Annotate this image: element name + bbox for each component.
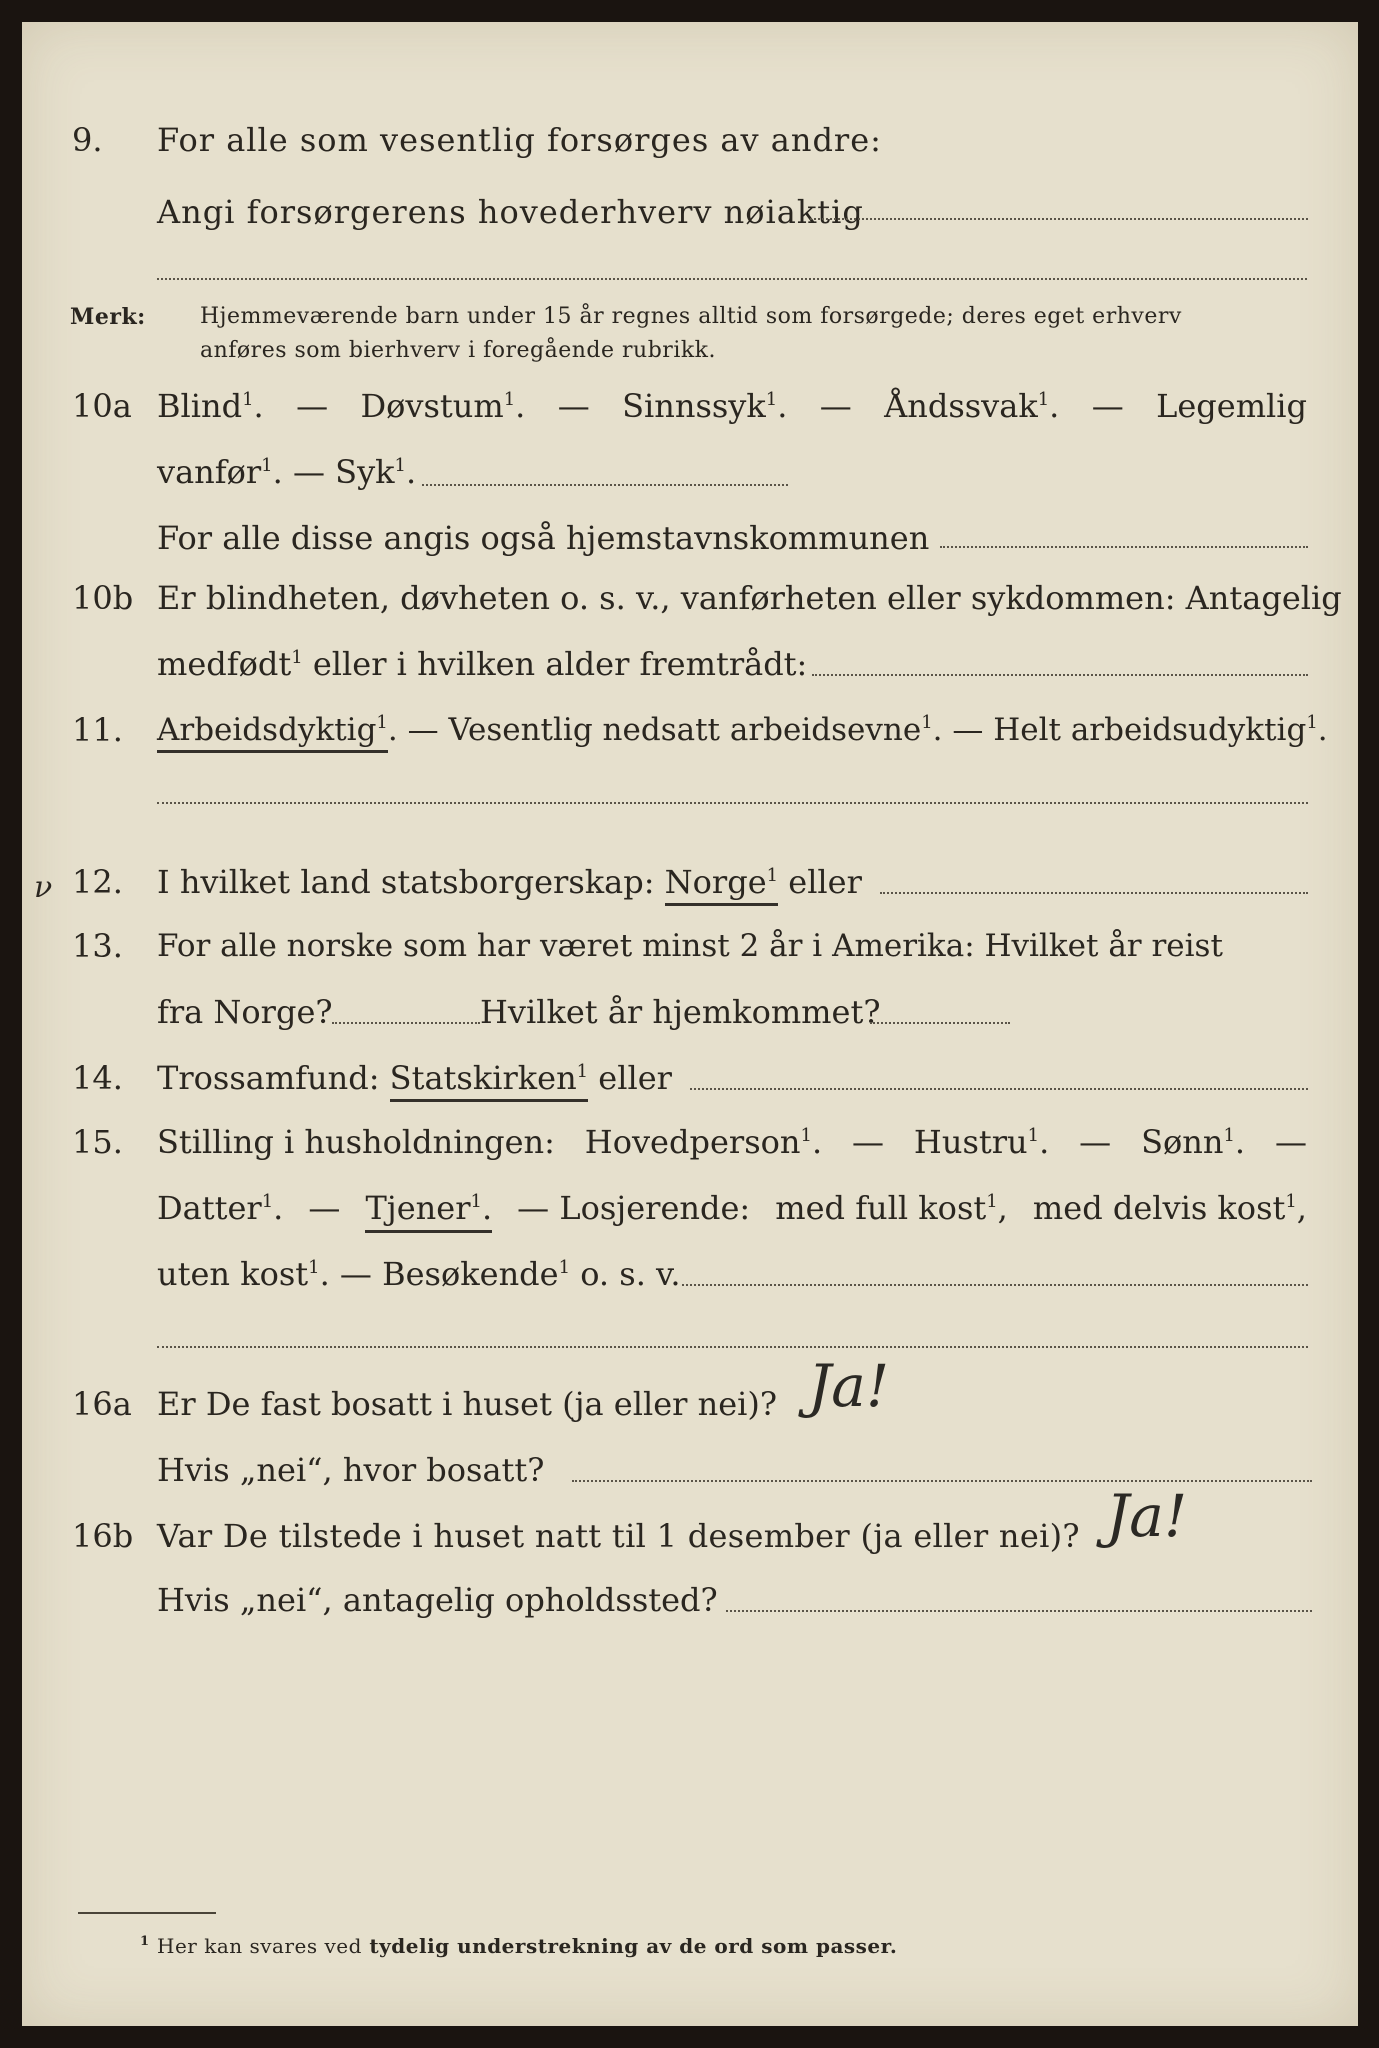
- option-norge[interactable]: [665, 863, 778, 906]
- q9-line1: For alle som vesentlig forsørges av andre:: [157, 121, 882, 159]
- q15-extra-line[interactable]: [157, 1346, 1308, 1348]
- footnote-mark: 1: [140, 1934, 150, 1949]
- option-vanfor[interactable]: vanfør$^1$.: [157, 453, 283, 491]
- option-arbeidsdyktig[interactable]: [157, 712, 388, 753]
- option-sinnssyk[interactable]: Sinnssyk$^1$.: [622, 387, 788, 425]
- q10b-number: 10b: [72, 579, 134, 617]
- footnote-mark: 1: [1285, 1191, 1297, 1212]
- option-helt-label: — Helt arbeidsudyktig: [952, 712, 1307, 748]
- q9-extra-line[interactable]: [157, 278, 1307, 280]
- dash: —: [557, 387, 590, 425]
- q16b-number: 16b: [72, 1517, 134, 1555]
- option-hovedperson-label: Hovedperson: [584, 1123, 801, 1161]
- q10a-hjemstavn-line[interactable]: [940, 546, 1308, 548]
- dash: —: [1091, 387, 1124, 425]
- footnote-text-b: tydelig understrekning av de ord som passer.: [369, 1934, 898, 1958]
- option-tjener-label: Tjener: [365, 1189, 471, 1227]
- option-hustru-label: Hustru: [913, 1123, 1028, 1161]
- option-uten[interactable]: uten kost$^1$.: [157, 1255, 330, 1293]
- footnote-mark: 1: [394, 455, 406, 476]
- footnote-mark: 1: [921, 712, 933, 733]
- q16a-handwritten-answer[interactable]: Ja!: [808, 1352, 890, 1420]
- option-vesentlig[interactable]: — Vesentlig nedsatt arbeidsevne$^1$.: [407, 712, 943, 748]
- q16a-number: 16a: [72, 1385, 132, 1423]
- option-meddelvis[interactable]: med delvis kost$^1$,: [1032, 1189, 1307, 1227]
- q15-text: Stilling i husholdningen:: [157, 1123, 555, 1161]
- option-syk-label: Syk: [335, 453, 395, 491]
- footnote-mark: 1: [558, 1257, 571, 1278]
- dash: —: [1275, 1123, 1307, 1161]
- q13-reist-line[interactable]: [332, 1022, 480, 1024]
- q14-line: [157, 1058, 672, 1098]
- option-statskirken-label: Statskirken: [389, 1059, 577, 1097]
- q11-line: Arbeidsdyktig$^1$. — Vesentlig nedsatt arbeidsevne$^1$. — Helt arbeidsudyktig$^1$.: [157, 710, 1328, 750]
- option-andssvak-label: Åndssvak: [884, 387, 1038, 425]
- option-meddelvis-label: med delvis kost: [1032, 1189, 1286, 1227]
- option-besokende[interactable]: [340, 1255, 570, 1293]
- q11-number: 11.: [72, 711, 123, 749]
- q10b-line2-text: eller i hvilken alder fremtrådt:: [312, 645, 808, 683]
- q13-fra: fra Norge?: [157, 993, 333, 1031]
- option-medfodt[interactable]: [157, 645, 303, 683]
- footnote-mark: 1: [261, 455, 273, 476]
- q12-eller: eller: [788, 863, 862, 901]
- option-blind[interactable]: Blind$^1$.: [157, 387, 264, 425]
- option-sinnssyk-label: Sinnssyk: [622, 387, 766, 425]
- q13-hjemkommet-line[interactable]: [870, 1022, 1010, 1024]
- q12-text: I hvilket land statsborgerskap:: [157, 863, 655, 901]
- option-datter[interactable]: Datter$^1$.: [157, 1189, 284, 1227]
- option-medfull[interactable]: med full kost$^1$,: [775, 1189, 1008, 1227]
- footnote-mark: 1: [1223, 1125, 1235, 1146]
- q16b-handwritten-answer[interactable]: Ja!: [1106, 1482, 1188, 1550]
- footnote-mark: 1: [470, 1191, 482, 1212]
- footnote-mark: 1: [291, 647, 303, 668]
- footnote-rule: [78, 1912, 216, 1914]
- tick-mark-icon: ν: [34, 870, 53, 905]
- q15-line2: [157, 1188, 1307, 1233]
- dash: —: [819, 387, 852, 425]
- q10a-line3: For alle disse angis også hjemstavnskommunen: [157, 519, 930, 557]
- footnote-mark: 1: [800, 1125, 812, 1146]
- q16b-answer-line[interactable]: [726, 1610, 1312, 1612]
- q10a-line1: [157, 386, 1307, 426]
- option-dovstum-label: Døvstum: [360, 387, 504, 425]
- q15-line1: [157, 1122, 1307, 1162]
- option-legemlig[interactable]: Legemlig: [1156, 387, 1307, 425]
- option-uten-label: uten kost: [157, 1255, 309, 1293]
- footnote-mark: 1: [376, 712, 388, 733]
- option-medfodt-label: medfødt: [157, 645, 292, 683]
- q12-answer-line[interactable]: [880, 892, 1308, 894]
- footnote-mark: 1: [261, 1191, 274, 1212]
- footnote-mark: 1: [576, 1061, 589, 1082]
- option-dovstum[interactable]: Døvstum$^1$.: [360, 387, 526, 425]
- q13-hjem: Hvilket år hjemkommet?: [480, 993, 881, 1031]
- q15-answer-line[interactable]: [682, 1284, 1308, 1286]
- option-besokende-label: — Besøkende: [339, 1255, 559, 1293]
- footnote-mark: 1: [765, 389, 778, 410]
- merk-label: Merk:: [70, 304, 146, 330]
- option-sonn-label: Sønn: [1141, 1123, 1224, 1161]
- option-statskirken[interactable]: [390, 1059, 588, 1102]
- option-hustru[interactable]: Hustru$^1$.: [913, 1123, 1050, 1161]
- option-norge-label: Norge: [664, 863, 767, 901]
- option-hovedperson[interactable]: Hovedperson$^1$.: [584, 1123, 823, 1161]
- q16b-line2: Hvis „nei“, antagelig opholdssted?: [157, 1581, 718, 1619]
- q15-line3: [157, 1254, 680, 1294]
- option-andssvak[interactable]: Åndssvak$^1$.: [884, 387, 1060, 425]
- merk-line2: anføres som bierhverv i foregående rubrikk.: [200, 338, 717, 363]
- q15-number: 15.: [72, 1123, 123, 1161]
- option-blind-label: Blind: [157, 387, 243, 425]
- q10a-answer-line[interactable]: [422, 484, 788, 486]
- q10a-line2: [157, 452, 416, 492]
- option-syk[interactable]: Syk$^1$.: [335, 453, 417, 491]
- q16a-line1: Er De fast bosatt i huset (ja eller nei)?: [157, 1385, 778, 1423]
- q11-answer-line[interactable]: [157, 802, 1308, 804]
- q14-answer-line[interactable]: [690, 1088, 1308, 1090]
- footnote-mark: 1: [766, 865, 779, 886]
- q13-number: 13.: [72, 927, 123, 965]
- q15-osv: o. s. v.: [580, 1255, 681, 1293]
- option-datter-label: Datter: [157, 1189, 262, 1227]
- option-vesentlig-label: — Vesentlig nedsatt arbeidsevne: [407, 712, 922, 748]
- footnote-text-a: Her kan svares ved: [157, 1934, 362, 1958]
- option-sonn[interactable]: Sønn$^1$.: [1141, 1123, 1246, 1161]
- option-vanfor-label: vanfør: [157, 453, 262, 491]
- footnote: [140, 1934, 897, 1958]
- dash: —: [1079, 1123, 1112, 1161]
- q10a-number: 10a: [72, 387, 132, 425]
- q14-text: Trossamfund:: [157, 1059, 380, 1097]
- option-helt[interactable]: — Helt arbeidsudyktig$^1$.: [952, 712, 1328, 748]
- q16b-line1: Var De tilstede i huset natt til 1 desember (ja eller nei)?: [157, 1517, 1080, 1555]
- q14-eller: eller: [598, 1059, 672, 1097]
- q9-answer-line[interactable]: [810, 218, 1308, 220]
- q12-number: 12.: [72, 863, 123, 901]
- q9-line2: Angi forsørgerens hovederhverv nøiaktig: [157, 193, 864, 231]
- census-form-page: [22, 22, 1358, 2026]
- footnote-mark: 1: [986, 1191, 998, 1212]
- footnote-mark: 1: [503, 389, 516, 410]
- q10b-line2: [157, 644, 807, 684]
- option-medfull-label: med full kost: [775, 1189, 987, 1227]
- q10b-line1: Er blindheten, døvheten o. s. v., vanførheten eller sykdommen: Antagelig: [157, 579, 1342, 617]
- footnote-mark: 1: [1037, 389, 1050, 410]
- q15-losjerende: — Losjerende:: [517, 1189, 751, 1227]
- option-arbeidsdyktig-label: Arbeidsdyktig: [157, 712, 377, 748]
- q9-number: 9.: [72, 121, 103, 159]
- footnote-mark: 1: [242, 389, 254, 410]
- q14-number: 14.: [72, 1059, 123, 1097]
- dash: —: [292, 453, 325, 491]
- q13-line1: For alle norske som har været minst 2 år i Amerika: Hvilket år reist: [157, 928, 1223, 964]
- q16a-line2: Hvis „nei“, hvor bosatt?: [157, 1451, 545, 1489]
- option-tjener[interactable]: Tjener$^1$.: [365, 1188, 492, 1233]
- dash: —: [852, 1123, 885, 1161]
- q16a-answer-line[interactable]: [572, 1480, 1312, 1482]
- merk-line1: Hjemmeværende barn under 15 år regnes alltid som forsørgede; deres eget erhverv: [200, 304, 1182, 329]
- q10b-answer-line[interactable]: [812, 674, 1308, 676]
- dash: —: [308, 1189, 341, 1227]
- footnote-mark: 1: [1306, 712, 1318, 733]
- q12-line: [157, 862, 862, 902]
- footnote-mark: 1: [308, 1257, 320, 1278]
- footnote-mark: 1: [1027, 1125, 1040, 1146]
- dash: —: [296, 387, 329, 425]
